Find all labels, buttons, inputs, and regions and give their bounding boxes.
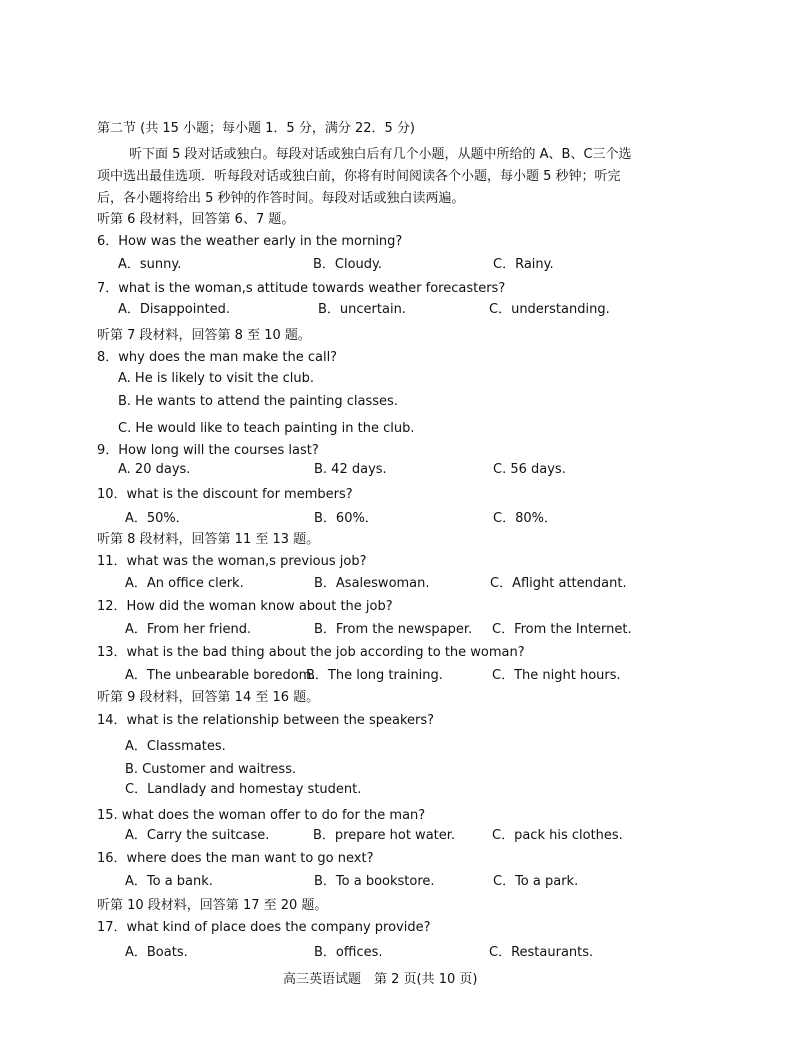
question-14-stem: 14．what is the relationship between the speakers?	[97, 713, 435, 728]
question-14-option-b: B. Customer and waitress.	[125, 762, 297, 777]
passage-8-header: 听第 8 段材料，回答第 11 至 13 题。	[97, 532, 320, 547]
question-9-option-a: A. 20 days.	[118, 462, 191, 477]
question-7-option-b: B．uncertain.	[318, 302, 406, 317]
question-8-option-a: A. He is likely to visit the club.	[118, 371, 315, 386]
question-13-option-a: A．The unbearable boredom.	[125, 668, 316, 683]
question-10-option-b: B．60%．	[314, 511, 378, 526]
question-12-option-c: C．From the Internet.	[492, 622, 632, 637]
question-12-stem: 12．How did the woman know about the job?	[97, 599, 393, 614]
question-12-option-a: A．From her friend.	[125, 622, 252, 637]
question-6-stem: 6．How was the weather early in the morning?	[97, 234, 403, 249]
question-15-option-c: C．pack his clothes.	[492, 828, 623, 843]
instructions-line-1: 听下面 5 段对话或独白。每段对话或独白后有几个小题，从题中所给的 A、B、C三个选	[129, 147, 632, 162]
question-6-option-b: B．Cloudy.	[313, 257, 383, 272]
question-16-option-a: A．To a bank.	[125, 874, 213, 889]
section-heading: 第二节 (共 15 小题；每小题 1．5 分，满分 22．5 分)	[97, 121, 415, 136]
question-9-stem: 9．How long will the courses last?	[97, 443, 319, 458]
page-footer: 高三英语试题 第 2 页(共 10 页)	[283, 972, 478, 987]
question-8-option-c: C. He would like to teach painting in the club.	[118, 421, 415, 436]
question-13-option-b: B．The long training.	[306, 668, 443, 683]
instructions-line-2: 项中选出最佳选项．听每段对话或独白前，你将有时间阅读各个小题，每小题 5 秒钟；听完	[97, 169, 621, 184]
question-6-option-a: A．sunny.	[118, 257, 182, 272]
question-17-option-a: A．Boats.	[125, 945, 188, 960]
question-6-option-c: C．Rainy.	[493, 257, 554, 272]
instructions-line-3: 后，各小题将给出 5 秒钟的作答时间。每段对话或独白读两遍。	[97, 191, 465, 206]
question-10-stem: 10．what is the discount for members?	[97, 487, 353, 502]
passage-10-header: 听第 10 段材料，回答第 17 至 20 题。	[97, 898, 328, 913]
question-11-stem: 11．what was the woman,s previous job?	[97, 554, 367, 569]
question-8-stem: 8．why does the man make the call?	[97, 350, 338, 365]
question-13-option-c: C．The night hours.	[492, 668, 621, 683]
passage-6-header: 听第 6 段材料，回答第 6、7 题。	[97, 212, 295, 227]
question-13-stem: 13．what is the bad thing about the job according to the woman?	[97, 645, 525, 660]
question-12-option-b: B．From the newspaper.	[314, 622, 473, 637]
question-16-option-c: C．To a park.	[493, 874, 579, 889]
question-15-option-b: B．prepare hot water.	[313, 828, 456, 843]
question-9-option-b: B. 42 days.	[314, 462, 387, 477]
passage-9-header: 听第 9 段材料，回答第 14 至 16 题。	[97, 690, 320, 705]
question-15-stem: 15. what does the woman offer to do for the man?	[97, 808, 426, 823]
question-14-option-c: C．Landlady and homestay student.	[125, 782, 362, 797]
question-7-option-a: A．Disappointed.	[118, 302, 231, 317]
question-16-stem: 16．where does the man want to go next?	[97, 851, 374, 866]
question-11-option-a: A．An office clerk.	[125, 576, 244, 591]
question-10-option-a: A．50%．	[125, 511, 189, 526]
question-17-option-b: B．offices.	[314, 945, 383, 960]
question-11-option-c: C．Aflight attendant.	[490, 576, 627, 591]
question-8-option-b: B. He wants to attend the painting classes.	[118, 394, 398, 409]
question-17-option-c: C．Restaurants.	[489, 945, 594, 960]
question-17-stem: 17．what kind of place does the company provide?	[97, 920, 431, 935]
question-15-option-a: A．Carry the suitcase.	[125, 828, 270, 843]
passage-7-header: 听第 7 段材料，回答第 8 至 10 题。	[97, 328, 311, 343]
question-16-option-b: B．To a bookstore.	[314, 874, 435, 889]
question-10-option-c: C．80%．	[493, 511, 557, 526]
question-9-option-c: C. 56 days.	[493, 462, 566, 477]
question-7-option-c: C．understanding.	[489, 302, 610, 317]
question-7-stem: 7．what is the woman,s attitude towards weather forecasters?	[97, 281, 506, 296]
question-11-option-b: B．Asaleswoman.	[314, 576, 430, 591]
question-14-option-a: A．Classmates.	[125, 739, 226, 754]
